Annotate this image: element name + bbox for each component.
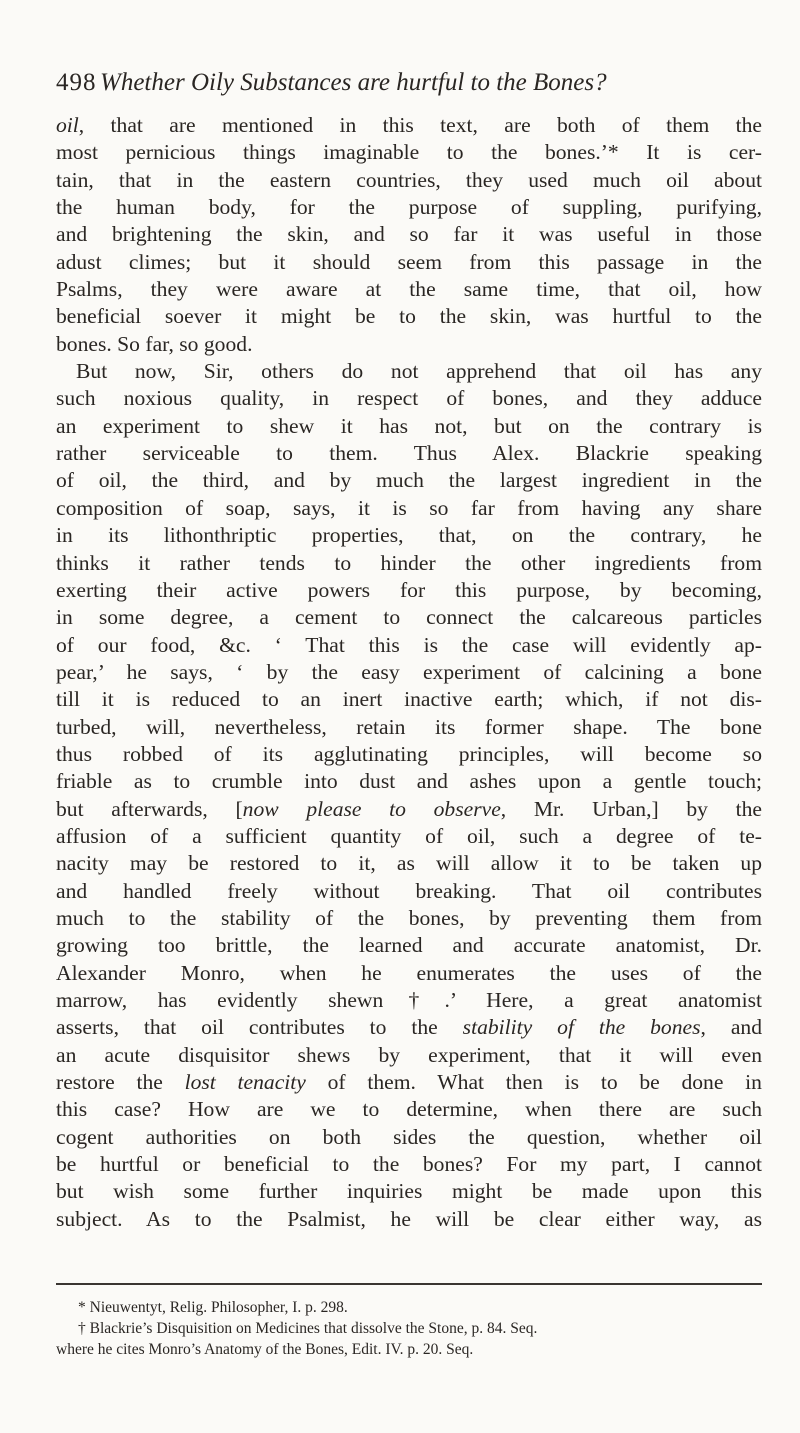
text-segment: but wish some further inquiries might be made upon this [56,1179,762,1204]
text-line [56,495,762,522]
text-line [56,112,762,139]
text-line [56,1096,762,1123]
footnotes [56,1297,762,1360]
running-title: Whether Oily Substances are hurtful to the Bones? [100,69,607,96]
italic-text: oil [56,113,79,137]
text-segment: growing too brittle, the learned and accurate anatomist, Dr. [56,933,762,958]
text-segment: But now, Sir, others do not apprehend that oil has any [76,359,762,384]
body-text [56,112,762,1233]
text-line [56,1151,762,1178]
text-line [56,331,762,358]
text-segment: rather serviceable to them. Thus Alex. Blackrie speaking [56,441,762,466]
text-line [56,221,762,248]
text-segment: nacity may be restored to it, as will allow it to be taken up [56,851,762,876]
text-segment: of them. What then is to be done in [305,1070,762,1095]
text-segment: , and [700,1015,762,1040]
text-line [56,249,762,276]
text-line [56,1014,762,1041]
text-line [56,413,762,440]
text-line [56,604,762,631]
text-segment: the human body, for the purpose of suppling, purifying, [56,195,762,220]
text-segment: marrow, has evidently shewn†.’ Here, a great anatomist [56,988,762,1012]
footnote-line: * Nieuwentyt, Relig. Philosopher, I. p. 298. [78,1299,348,1316]
text-line [56,987,762,1014]
text-segment: much to the stability of the bones, by preventing them from [56,905,762,930]
text-segment: this case? How are we to determine, when there are such [56,1097,762,1122]
text-line [56,905,762,932]
text-segment: in some degree, a cement to connect the calcareous particles [56,605,762,630]
text-line [56,550,762,577]
text-line [56,632,762,659]
text-line [56,522,762,549]
italic-text: now please to observe [242,796,501,821]
text-segment: Alexander Monro, when he enumerates the uses of the [56,960,762,985]
text-line [56,467,762,494]
running-head [56,66,762,100]
text-segment: but afterwards, [ [56,796,243,821]
text-segment: most pernicious things imaginable to the bones.’* It is cer- [56,140,762,165]
text-line [56,850,762,877]
text-segment: Psalms, they were aware at the same time, that oil, how [56,277,762,302]
text-segment: thinks it rather tends to hinder the other ingredients from [56,550,762,575]
text-line [56,741,762,768]
text-segment: till it is reduced to an inert inactive earth; which, if not dis- [56,687,762,712]
italic-text: stability of the bones [462,1015,701,1040]
text-line [56,823,762,850]
text-segment: composition of soap, says, it is so far from having any share [56,495,762,520]
text-segment: asserts, that oil contributes to the [56,1015,463,1040]
text-line [56,1069,762,1096]
text-line [56,714,762,741]
text-line [56,385,762,412]
text-line [56,577,762,604]
text-segment: friable as to crumble into dust and ashes upon a gentle touch; [56,769,762,794]
text-segment: affusion of a sufficient quantity of oil, such a degree of te- [56,823,762,848]
book-page [56,0,762,1433]
text-line [56,1206,762,1233]
text-line [56,768,762,795]
footnote-line: † Blackrie’s Disquisition on Medicines that dissolve the Stone, p. 84. Seq. [78,1320,538,1337]
text-segment: of oil, the third, and by much the largest ingredient in the [56,468,762,493]
text-line [56,878,762,905]
text-segment: restore the [56,1070,185,1095]
text-line [56,686,762,713]
text-segment: an experiment to shew it has not, but on the contrary is [56,413,762,438]
page-number: 498 [56,69,97,96]
text-segment: , Mr. Urban,] by the [500,796,762,821]
footnote-line: where he cites Monro’s Anatomy of the Bones, Edit. IV. p. 20. Seq. [56,1341,474,1358]
text-segment: cogent authorities on both sides the question, whether oil [56,1124,762,1149]
text-segment: pear,’ he says, ‘ by the easy experiment of calcining a bone [56,659,762,684]
text-line [56,1178,762,1205]
text-line [56,303,762,330]
text-line [56,1124,762,1151]
text-line [56,167,762,194]
text-segment: beneficial soever it might be to the skin, was hurtful to the [56,304,762,329]
text-segment: tain, that in the eastern countries, they used much oil about [56,167,762,192]
italic-text: lost tenacity [184,1070,306,1095]
text-line [56,932,762,959]
text-segment: subject. As to the Psalmist, he will be clear either way, as [56,1206,762,1231]
text-segment: exerting their active powers for this purpose, by becoming, [56,577,762,602]
text-line [56,960,762,987]
text-segment: adust climes; but it should seem from this passage in the [56,249,762,274]
text-segment: be hurtful or beneficial to the bones? For my part, I cannot [56,1152,762,1177]
text-segment: such noxious quality, in respect of bones, and they adduce [56,386,762,411]
text-line [56,276,762,303]
text-line [56,358,762,385]
footnote-rule [56,1283,762,1285]
text-segment: , that are mentioned in this text, are both of them the [78,113,762,137]
text-line [56,659,762,686]
text-segment: and brightening the skin, and so far it was useful in those [56,222,762,247]
text-segment: thus robbed of its agglutinating principles, will become so [56,741,762,766]
text-segment: and handled freely without breaking. That oil contributes [56,878,762,903]
text-line [56,796,762,823]
text-segment: turbed, will, nevertheless, retain its former shape. The bone [56,714,762,739]
text-segment: an acute disquisitor shews by experiment, that it will even [56,1042,762,1067]
text-line [56,194,762,221]
text-line [56,139,762,166]
text-line [56,1042,762,1069]
text-line [56,440,762,467]
text-segment: bones. So far, so good. [56,331,253,356]
text-segment: of our food, &c. ‘ That this is the case will evidently ap- [56,632,762,657]
text-segment: in its lithonthriptic properties, that, on the contrary, he [56,523,762,548]
